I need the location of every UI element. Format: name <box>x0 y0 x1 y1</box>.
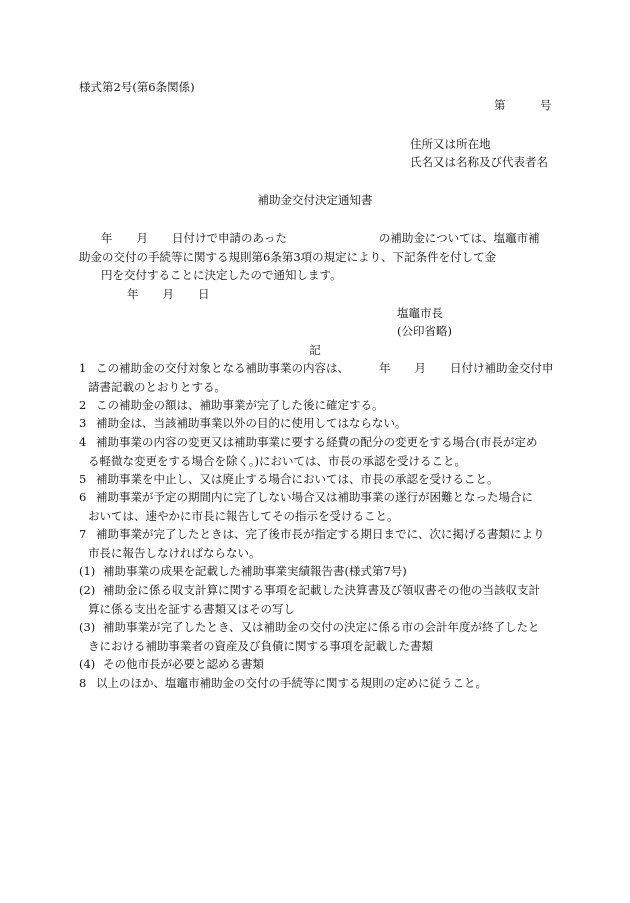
condition-number: 8 <box>79 676 87 690</box>
date-line <box>127 285 210 303</box>
form-header: 様式第2号(第6条関係) <box>79 80 195 94</box>
date-hi: 日 <box>198 287 210 301</box>
sub-item-text: その他市長が必要と認める書類 <box>103 657 264 671</box>
body-line-3 <box>79 266 554 284</box>
sub-item-text: 補助事業が完了したとき、又は補助金の交付の決定に係る市の会計年度が終了したと <box>103 620 540 634</box>
condition-text: 補助金は、当該補助事業以外の目的に使用してはならない。 <box>96 416 407 430</box>
document-title: 補助金交付決定通知書 <box>257 193 373 207</box>
sub-item-number: (2) <box>79 583 96 597</box>
body-text-2: の補助金については、塩竈市補 <box>378 231 540 245</box>
condition-number: 4 <box>79 435 87 449</box>
issuer-title: 塩竈市長 <box>397 306 443 320</box>
body-text-3: 円を交付することに決定したので通知します。 <box>101 268 342 282</box>
recipient-address-label: 住所又は所在地 <box>410 137 491 151</box>
sub-item-number: (4) <box>79 657 96 671</box>
doc-number-go: 号 <box>540 98 552 112</box>
sub-item-text: 補助事業の成果を記載した補助事業実績報告書(様式第7号) <box>103 564 407 578</box>
condition-text: この補助金の交付対象となる補助事業の内容は、 <box>96 361 349 375</box>
recipient-name-label: 氏名又は名称及び代表者名 <box>410 155 548 169</box>
condition-number: 1 <box>79 361 87 375</box>
condition-number: 5 <box>79 472 87 486</box>
condition-number: 3 <box>79 416 87 430</box>
condition-number: 6 <box>79 490 87 504</box>
sub-item-number: (3) <box>79 620 96 634</box>
condition-8 <box>79 674 554 693</box>
condition-text: 補助事業の内容の変更又は補助事業に要する経費の配分の変更をする場合(市長が定め <box>96 435 538 449</box>
body-tsuki: 月 <box>136 231 148 245</box>
condition-text: 補助事業が予定の期間内に完了しない場合又は補助事業の遂行が困難となった場合に <box>96 490 533 504</box>
condition-6 <box>79 488 554 525</box>
sub-item-4 <box>79 655 554 674</box>
condition-tsuki: 月 <box>414 361 426 375</box>
body-text-1: 日付けで申請のあった <box>172 231 287 245</box>
sub-item-continuation: 算に係る支出を証する書類又はその写し <box>88 601 295 616</box>
body-line-2: 助金の交付の手続等に関する規則第6条第3項の規定により、下記条件を付して金 <box>79 250 497 264</box>
condition-1 <box>79 359 554 396</box>
condition-2 <box>79 396 554 415</box>
sub-item-text: 補助金に係る収支計算に関する事項を記載した決算書及び領収書その他の当該収支計 <box>103 583 540 597</box>
condition-continuation: る軽微な変更をする場合を除く。)においては、市長の承認を受けること。 <box>88 453 467 468</box>
condition-continuation: 請書記載のとおりとする。 <box>88 379 226 394</box>
condition-5 <box>79 470 554 489</box>
condition-number: 2 <box>79 398 87 412</box>
issuer-seal-note: (公印省略) <box>397 324 452 338</box>
condition-text: 以上のほか、塩竈市補助金の交付の手続等に関する規則の定めに従うこと。 <box>96 676 487 690</box>
condition-3 <box>79 414 554 433</box>
sub-item-continuation: きにおける補助事業者の資産及び負債に関する事項を記載した書類 <box>88 638 433 653</box>
sub-item-3 <box>79 618 554 655</box>
sub-item-1 <box>79 562 554 581</box>
sub-item-2 <box>79 581 554 618</box>
condition-7 <box>79 525 554 562</box>
ki-heading: 記 <box>309 343 321 357</box>
condition-nen: 年 <box>379 361 391 375</box>
condition-continuation: 市長に報告しなければならない。 <box>88 545 261 560</box>
condition-text: 補助事業が完了したときは、完了後市長が指定する期日までに、次に掲げる書類により <box>96 527 545 541</box>
condition-4 <box>79 433 554 470</box>
condition-text: 補助事業を中止し、又は廃止する場合においては、市長の承認を受けること。 <box>96 472 499 486</box>
condition-text: この補助金の額は、補助事業が完了した後に確定する。 <box>96 398 384 412</box>
body-nen: 年 <box>101 231 113 245</box>
body-line-1 <box>79 229 554 247</box>
condition-text-rest: 日付け補助金交付申 <box>450 361 554 375</box>
date-tsuki: 月 <box>162 287 174 301</box>
condition-number: 7 <box>79 527 87 541</box>
sub-item-number: (1) <box>79 564 96 578</box>
doc-number-dai: 第 <box>494 98 506 112</box>
date-nen: 年 <box>127 287 139 301</box>
condition-continuation: おいては、速やかに市長に報告してその指示を受けること。 <box>88 508 399 523</box>
